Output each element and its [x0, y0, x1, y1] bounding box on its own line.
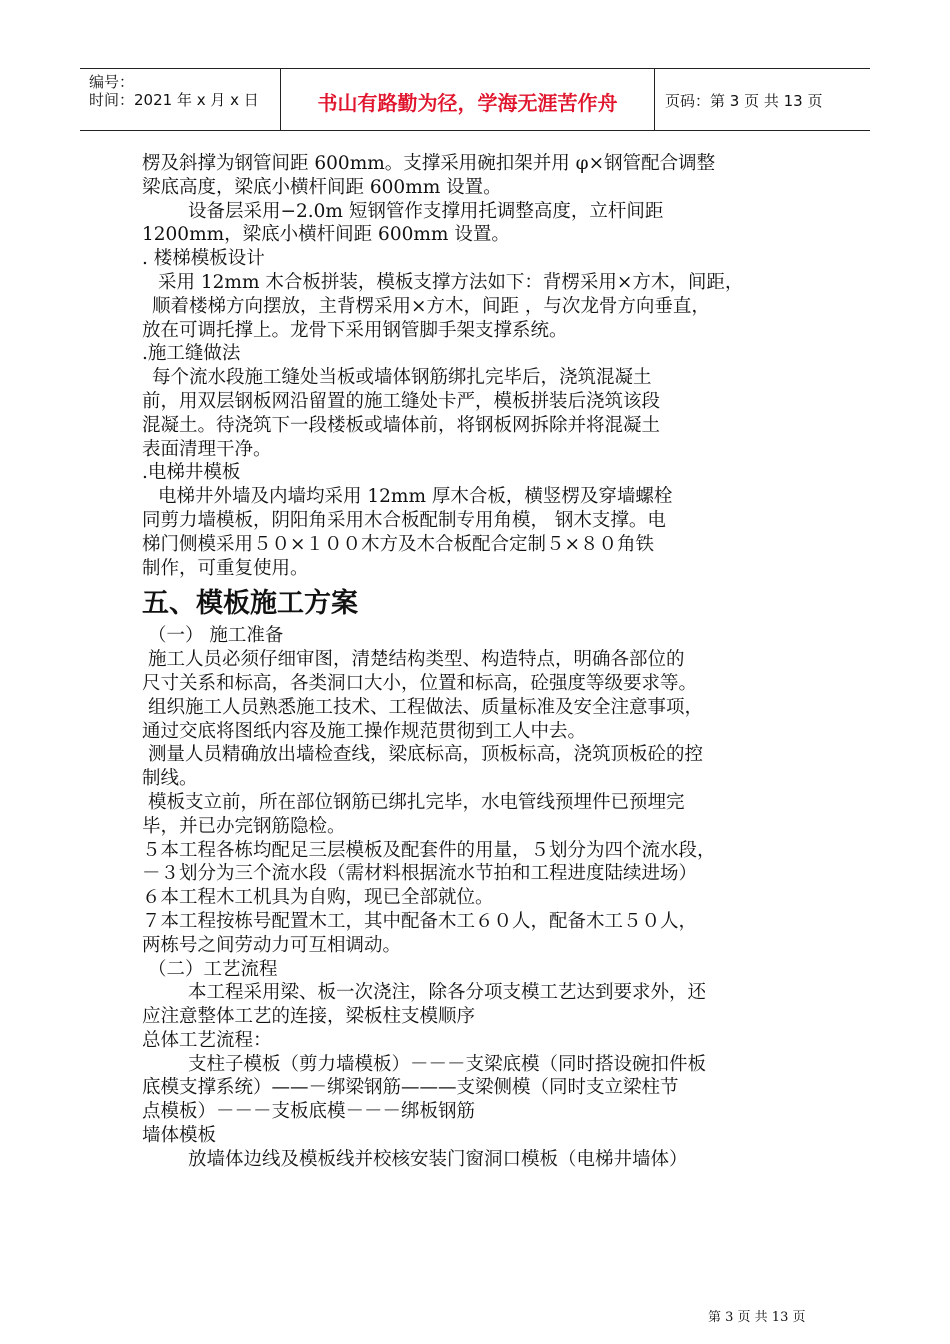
document-number-label: 编号：	[89, 73, 135, 91]
body-line: ６本工程木工机具为自购，现已全部就位。	[142, 887, 494, 909]
body-line: 本工程采用梁、板一次浇注，除各分项支模工艺达到要求外，还	[188, 982, 707, 1004]
body-line: 尺寸关系和标高，各类洞口大小，位置和标高，砼强度等级要求等。	[142, 672, 698, 694]
body-line: 测量人员精确放出墙检查线，梁底标高，顶板标高，浇筑顶板砼的控	[148, 744, 704, 766]
body-line: 两栋号之间劳动力可互相调动。	[142, 934, 402, 956]
body-line: 点模板）－－－支板底模－－－绑板钢筋	[142, 1101, 476, 1123]
body-line: 制作，可重复使用。	[142, 557, 309, 579]
body-line: 通过交底将图纸内容及施工操作规范贯彻到工人中去。	[142, 720, 587, 742]
body-line: 同剪力墙模板，阴阳角采用木合板配制专用角模， 钢木支撑。电	[142, 509, 666, 531]
body-line: 毕，并已办完钢筋隐检。	[142, 815, 346, 837]
header-page-number: 页码：第 3 页 共 13 页	[665, 92, 823, 110]
subheading: . 楼梯模板设计	[142, 248, 265, 270]
body-line: 模板支立前，所在部位钢筋已绑扎完毕，水电管线预埋件已预埋完	[148, 791, 685, 813]
body-line: 底模支撑系统）——－绑梁钢筋———支梁侧模（同时支立梁柱节	[142, 1077, 679, 1099]
document-body	[142, 152, 822, 1172]
body-line: 组织施工人员熟悉施工技术、工程做法、质量标准及安全注意事项，	[148, 696, 704, 718]
body-line: 电梯井外墙及内墙均采用 12mm 厚木合板，横竖楞及穿墙螺栓	[158, 486, 673, 508]
page-header	[80, 68, 870, 131]
body-line: 前，用双层钢板网沿留置的施工缝处卡严，模板拼装后浇筑该段	[142, 390, 661, 412]
body-line: 设备层采用−2.0m 短钢管作支撑用托调整高度，立杆间距	[188, 200, 664, 222]
body-line: 梯门侧模采用５０×１００木方及木合板配合定制５×８０角铁	[142, 533, 655, 555]
body-line: 楞及斜撑为钢管间距 600mm。支撑采用碗扣架并用 φ×钢管配合调整	[142, 153, 716, 174]
body-line: ５本工程各栋均配足三层模板及配套件的用量，５划分为四个流水段，	[142, 839, 716, 861]
subheading: （二）工艺流程	[148, 958, 278, 980]
page-footer-number: 第 3 页 共 13 页	[708, 1310, 806, 1325]
body-line: －３划分为三个流水段（需材料根据流水节拍和工程进度陆续进场）	[142, 863, 698, 885]
header-meta	[80, 69, 280, 130]
body-line: 采用 12mm 木合板拼装，模板支撑方法如下：背楞采用×方木，间距，	[158, 271, 744, 293]
header-motto-cell	[280, 69, 655, 130]
section-title: 五、模板施工方案	[142, 588, 358, 620]
header-page-cell	[654, 69, 870, 130]
subheading: .施工缝做法	[142, 343, 241, 365]
subheading: （一） 施工准备	[148, 625, 284, 647]
body-line: 制线。	[142, 768, 198, 790]
body-line: 放在可调托撑上。龙骨下采用钢管脚手架支撑系统。	[142, 319, 568, 341]
body-line: 梁底高度，梁底小横杆间距 600mm 设置。	[142, 176, 502, 198]
body-line: 总体工艺流程：	[142, 1029, 272, 1051]
body-line: ７本工程按栋号配置木工，其中配备木工６０人，配备木工５０人，	[142, 910, 698, 932]
body-line: 支柱子模板（剪力墙模板）－－－支梁底模（同时搭设碗扣件板	[188, 1053, 707, 1075]
body-line: 施工人员必须仔细审图，清楚结构类型、构造特点，明确各部位的	[148, 649, 685, 671]
body-line: 表面清理干净。	[142, 438, 272, 460]
body-line: 顺着楼梯方向摆放，主背楞采用×方木，间距 ，与次龙骨方向垂直，	[152, 295, 710, 317]
body-line: 1200mm，梁底小横杆间距 600mm 设置。	[142, 224, 510, 246]
body-line: 应注意整体工艺的连接，梁板柱支模顺序	[142, 1006, 476, 1028]
document-date: 时间：2021 年 x 月 x 日	[89, 91, 259, 109]
header-motto: 书山有路勤为径，学海无涯苦作舟	[317, 91, 618, 115]
body-line: 墙体模板	[142, 1125, 217, 1147]
body-line: 放墙体边线及模板线并校核安装门窗洞口模板（电梯井墙体）	[188, 1148, 688, 1170]
subheading: .电梯井模板	[142, 462, 241, 484]
body-line: 混凝土。待浇筑下一段楼板或墙体前，将钢板网拆除并将混凝土	[142, 414, 661, 436]
body-line: 每个流水段施工缝处当板或墙体钢筋绑扎完毕后，浇筑混凝土	[152, 367, 652, 389]
